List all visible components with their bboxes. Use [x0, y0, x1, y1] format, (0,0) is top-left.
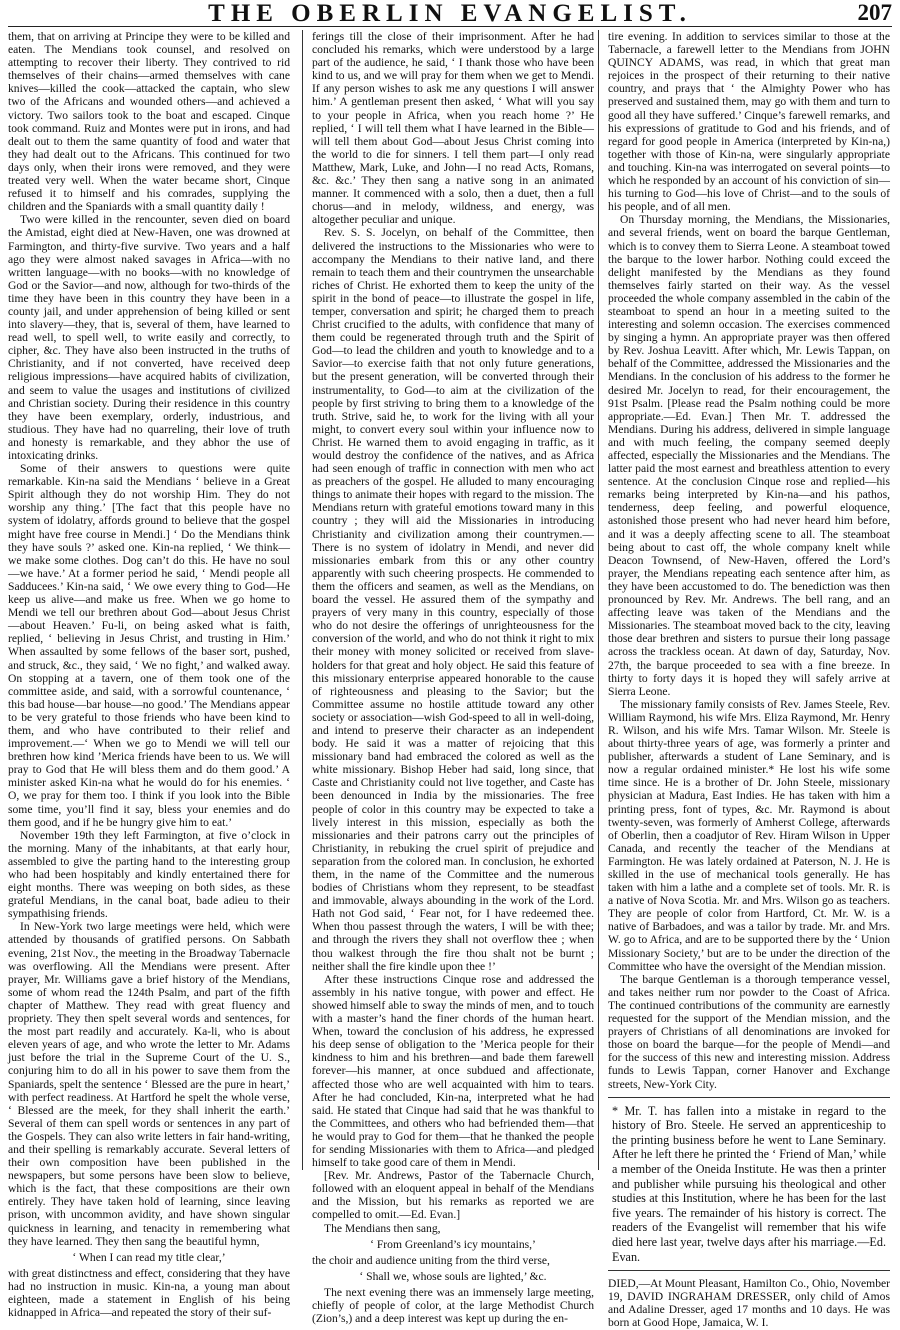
paragraph: In New-York two large meetings were held, which were attended by thousands of gratified persons. On Sabbath evening, 21st Nov., the meeting in the Broadway Tabernacle was overflowing. All the Mendians were present. After prayer, Mr. Williams gave a brief history of the Mendians, some of whom read the 124th Psalm, and part of the fifth chapter of Matthew. They read with great fluency and propriety. They then spelt several words and sentences, for the most part readily and accurately. Ka-li, who is about eleven years of age, and who wrote the letter to Mr. Adams just before the trial in the Supreme Court of the U. S., conjuring him to do all in his power to save them from the Spaniards, spelt the sentence ‘ Blessed are the pure in heart,’ with perfect readiness. At Hartford he spelt the whole verse, ‘ Blessed are the meek, for they shall inherit the earth.’ Several of them can spell words or sentences in any part of the Gospels. They can also write letters in fair hand-writing, and their spelling is remarkably accurate. Several letters of their own composition have been published in the newspapers, but some persons have been slow to believe, which is the fact, that these compositions are their own entirely. They have taken hold of learning, since leaving prison, with uncommon avidity, and have shown singular quickness in learning, and tenacity in remembering what they have learned. They then sang the beautiful hymn, — [8, 920, 290, 1248]
paragraph: them, that on arriving at Principe they were to be killed and eaten. The Mendians took counsel, and resolved on attempting to recover their liberty. They contrived to rid themselves of their chains—armed themselves with cane knives—killed the cook—attacked the captain, who slew two of the Africans and wounded others—and achieved a victory. Two sailors took to the boat and escaped. Cinque took command. Ruiz and Montes were put in irons, and had dealt out to them the same quantity of food and water that they had dealt out to the Africans. This continued for two days only, when their irons were removed, and they were treated very well. When the water became short, Cinque refused it to himself and his comrades, supplying the children and the Spaniards with a small quantity daily ! — [8, 30, 290, 214]
paragraph: Rev. S. S. Jocelyn, on behalf of the Committee, then delivered the instructions to the Missionaries who were to accompany the Mendians to their native land, and there remain to teach them and their countrymen the unsearchable riches of Christ. He exhorted them to keep the unity of the spirit in the bond of peace—to illustrate the gospel in life, temper, conversation and spirit; he charged them to preach Christ crucified to the adults, with confidence that many of them could be regenerated through truth and the Spirit of God—to lead the children and youth to knowledge and to a Savior—to exercise faith that not only future generations, but the present generation, will be converted through their instrumentality, to God—to aim at the civilization of the people by first striving to bring them to a knowledge of the truth. Strive, said he, to work for the living with all your might, to convert every soul within your influence now to Christ. He warned them to avoid engaging in traffic, as it would destroy the confidence of the natives, and as Africa had seen enough of traffic in connection with men who act as preachers of the gospel. He alluded to many encouraging things to animate their hopes with regard to the mission. The Mendians return with grateful emotions toward many in this country ; they will aid the Missionaries in introducing Christianity and civilization among their countrymen.—There is no system of idolatry in Mendi, and never did missionaries embark from this or any other country apparently with such cheering prospects. He commended to them the officers and seamen, as well as the Mendians, on board the vessel. He assured them of the sympathy and prayers of very many in this country, especially of those who do not desire the offerings of unrighteousness for the conversion of the world, and who do not think it right to mix their money with money solicited or received from slave-holders for that great and holy object. He said this feature of this missionary enterprise appeared honorable to the cause of righteousness and pleasing to the Savior; but the Committee assume no hostile attitude toward any other society or association—wish God-speed to all in well-doing, and intend to preserve their character as an independent body. He said it was a matter of rejoicing that this missionary band had embraced the colored as well as the white missionary. Bishop Heber had said, long since, that Caste and Christianity could not live together, and Caste has been denounced in India by the missionaries. The free people of color in this country may be expected to take a lively interest in this mission, especially as both the missionaries and their patrons carry out the principles of Christianity, in rebuking the cruel spirit of prejudice and separation from the colored man. In conclusion, he exhorted them, in the name of the Committee and the numerous bodies of Christians whom they represent, to be steadfast and immovable, always abounding in the work of the Lord. Hath not God said, ‘ Fear not, for I have redeemed thee. When thou passest through the waters, I will be with thee; and through the rivers they shall not overflow thee ; when thou walkest through the fire thou shalt not be burnt ; neither shall the fire kindle upon thee !’ — [312, 226, 594, 973]
paragraph: After these instructions Cinque rose and addressed the assembly in his native tongue, with power and effect. He showed himself able to sway the minds of men, and to touch with a master’s hand the finer chords of the human heart. When, toward the conclusion of his address, he expressed his deep sense of obligation to the ’Merica people for their kindness to him and his brethren—and bade them farewell forever—his manner, at once subdued and affectionate, affected those who are well acquainted with him to tears. After he had concluded, Kin-na, interpreted what he had said. He stated that Cinque had said that he was thankful to the Committees, and others who had befriended them—that he would pray to God for them—that he thanked the people for sending Missionaries with them to Africa—and pledged himself to take good care of them in Mendi. — [312, 972, 594, 1170]
footnote: * Mr. T. has fallen into a mistake in regard to the history of Bro. Steele. He served an apprenticeship to the printing business before he went to Lane Seminary. After he left there he printed the ‘ Friend of Man,’ while a member of the Oneida Institute. He was then a printer and publisher while pursuing his theological and other studies at this Institution, where he has been for the last five years. The remainder of his history is correct. The readers of the Evangelist will remember that his wife died here last year, twelve days after his marriage.—Ed. Evan. — [612, 1103, 886, 1264]
paragraph: tire evening. In addition to services similar to those at the Tabernacle, a farewell letter to the Mendians from JOHN QUINCY ADAMS, was read, in which that great man rejoices in the prospect of their returning to their native country, and prays that ‘ the Almighty Power who has preserved and sustained them, may go with them and turn to good all they have suffered.’ Cinque’s farewell remarks, and his expressions of gratitude to God and his friends, and of regard for good people in America (interpreted by Kin-na,) together with those of Kin-na, were singularly appropriate and touching. Kin-na was interrogated on several points—to which he responded by an account of his conviction of sin—his turning to God—his love of Christ—and to the souls of his people, and of all men. — [608, 30, 890, 214]
page-number: 207 — [857, 0, 892, 25]
column-rule — [302, 30, 303, 1170]
paragraph: [Rev. Mr. Andrews, Pastor of the Tabernacle Church, followed with an eloquent appeal in behalf of the Mendians and the Mission, but his remarks as reported we are compelled to omit.—Ed. Evan.] — [312, 1169, 594, 1222]
column-3 — [608, 30, 890, 1330]
paragraph: On Thursday morning, the Mendians, the Missionaries, and several friends, went on board the barque Gentleman, which is to convey them to Sierra Leone. A steamboat towed the barque to the lower harbor. Nothing could exceed the delight manifested by the Mendians as they found themselves fairly started on their way. As the vessel proceeded the whole company assembled in the cabin of the steamboat to spend an hour in a meeting suited to the interesting and solemn occasion. The exercises commenced by singing a hymn. An appropriate prayer was then offered by Rev. Joshua Leavitt. After which, Mr. Lewis Tappan, on behalf of the Committee, addressed the Missionaries and the Mendians. In the conclusion of his address to the former he desired Mr. Jocelyn to read, for their encouragement, the 91st Psalm. [Please read the Psalm nothing could be more appropriate.—Ed. Evan.] Then Mr. T. addressed the Mendians. During his address, delivered in simple language and with much feeling, the company seemed deeply affected, especially the Missionaries and the Mendians. The latter paid the most earnest and breathless attention to every sentence. At the conclusion Cinque rose and replied—his remarks being interpreted by Kin-na—and his pathos, tenderness, deep feeling, and powerful eloquence, astonished those present who had never heard him before, and it was a deeply affecting scene to all. The steamboat being about to cast off, the whole company knelt while Deacon Townsend, of New-Haven, offered the Lord’s prayer, the Mendians repeating each sentence after him, as they have been accustomed to do. The benediction was then pronounced by Rev. Mr. Andrews. The bell rang, and an affecting leave was taken of the Mendians and the Missionaries. The steamboat moved back to the city, leaving those dear brethren and sisters to pursue their long passage across the trackless ocean. At dawn of day, Saturday, Nov. 27th, the barque proceeded to sea with a fine breeze. In thirty to forty days it is hoped they will safely arrive at Sierra Leone. — [608, 213, 890, 698]
paragraph: The barque Gentleman is a thorough temperance vessel, and takes neither rum nor powder to the Coast of Africa. The continued contributions of the community are earnestly requested for the support of the Mendian mission, and the prayers of Christians of all denominations are invoked for those on board the barque—for the people of Mendi—and for the success of this new and interesting mission. Address funds to Lewis Tappan, corner Hanover and Exchange streets, New-York City. — [608, 972, 890, 1091]
obituary-notice: DIED,—At Mount Pleasant, Hamilton Co., Ohio, November 19, DAVID INGRAHAM DRESSER, only child of Amos and Adaline Dresser, aged 17 months and 10 days. He was born at Good Hope, Jamaica, W. I. — [608, 1277, 890, 1330]
column-2 — [312, 30, 594, 1326]
page-header — [8, 0, 892, 27]
paragraph: the choir and audience uniting from the third verse, — [312, 1253, 550, 1267]
column-rule — [598, 30, 599, 1170]
section-divider — [608, 1097, 890, 1098]
paragraph: Two were killed in the rencounter, seven died on board the Amistad, eight died at New-Haven, one was drowned at Farmington, and thirty-five survive. Two years and a half ago they were almost naked savages in Africa—with no written language—with no books—with no knowledge of God or the Savior—and now, although for two-thirds of the time they have been in this country they have been in a county jail, and under apprehension of being killed or sent into slavery—they, that is, several of them, have learned to read well, to spell well, to write easily and correctly, to cipher, &c. They have also been instructed in the truths of Christianity, and if not converted, have received deep religious impressions—have acquired habits of civilization, and seem to value the usages and institutions of civilized and Christian society. During their residence in this country they have been exemplary, orderly, industrious, and studious. They have had no quarreling, their love of truth and honesty is remarkable, and they abhor the use of intoxicating drinks. — [8, 213, 290, 462]
paragraph: ferings till the close of their imprisonment. After he had concluded his remarks, which were understood by a large part of the audience, he said, ‘ I thank those who have been kind to us, and we will pray for them when we get to Mendi. If any person wishes to ask me any questions I will answer him.’ A gentleman present then asked, ‘ What will you say to your people in Africa, when you reach home ?’ He replied, ‘ I will tell them what I have learned in the Bible—will tell them about God—about Jesus Christ coming into the world to die for sinners. I tell them part—I only read Matthew, Mark, Luke, and John—I no read Acts, Romans, &c. &c.’ They then sang a native song in an animated manner. It commenced with a solo, then a duet, then a full chorus—and in melody, wildness, and energy, was altogether peculiar and unique. — [312, 30, 594, 227]
paragraph: The Mendians then sang, — [324, 1221, 441, 1235]
hymn-line: ‘ From Greenland’s icy mountains,’ — [370, 1237, 536, 1251]
paragraph: November 19th they left Farmington, at five o’clock in the morning. Many of the inhabitants, at that early hour, assembled to give the parting hand to the interesting group who had been hospitably and kindly entertained there for eight months. There was weeping on both sides, as these grateful Mendians, in the canal boat, bade adieu to their sympathising friends. — [8, 828, 290, 921]
paragraph: The next evening there was an immensely large meeting, chiefly of people of color, at the large Methodist Church (Zion’s,) and a deep interest was kept up during the en- — [312, 1285, 594, 1326]
section-divider — [608, 1270, 890, 1271]
paragraph: with great distinctness and effect, considering that they have had no instruction in music. Kin-na, a young man about eighteen, made a statement in English of his being kidnapped in Africa—and repeated the story of their suf- — [8, 1266, 290, 1320]
paragraph: Some of their answers to questions were quite remarkable. Kin-na said the Mendians ‘ believe in a Great Spirit although they do not worship Him. They do not worship any thing.’ [The fact that this people have no system of idolatry, affords ground to believe that the gospel might have free course in Mendi.] ‘ Do the Mendians think they have souls ?’ asked one. Kin-na replied, ‘ We think—we make some clothes. Dog can’t do this. He have no soul—we have.’ At a former period he said, ‘ Mendi people all Sadducees.’ Kin-na said, ‘ We owe every thing to God—He keep us alive—and make us free. When we go home to Mendi we tell our brethren about God—about Jesus Christ—about Heaven.’ Fu-li, on being asked what is faith, replied, ‘ believing in Jesus Christ, and trusting in Him.’ When assaulted by some fellows of the baser sort, pushed, and struck, &c., they said, ‘ We no fight,’ and walked away. On stopping at a tavern, one of them took one of the committee aside, and said, with a sorrowful countenance, ‘ this bad house—bar house—no good.’ The Mendians appear to be very grateful to those friends who have been kind to them, and who have contributed to their relief and improvement.—‘ When we go to Mendi we will tell our brethren how kind ’Merica friends have been to us. We will pray to God that He will bless them and do them good.’ A minister asked Kin-na what he would do for his enemies. ‘ O, we pray for them too. I think if you look into the Bible some time, you’ll find it say, bless your enemies and do them good, and if he be hungry give him to eat.’ — [8, 462, 290, 829]
hymn-line: ‘ When I can read my title clear,’ — [72, 1250, 226, 1264]
hymn-line: ‘ Shall we, whose souls are lighted,’ &c. — [359, 1269, 547, 1283]
paragraph: The missionary family consists of Rev. James Steele, Rev. William Raymond, his wife Mrs. Eliza Raymond, Mr. Henry R. Wilson, and his wife Mrs. Tamar Wilson. Mr. Steele is about thirty-three years of age, was formerly a printer and publisher, afterwards a student of Lane Seminary, and is now a regular ordained minister.* He lost his wife some time since. He is a brother of Dr. John Steele, missionary physician at Madura, East Indies. He has taken with him a printing press, font of types, &c. Mr. Raymond is about twenty-seven, was formerly of Amherst College, afterwards of Oberlin, then a coadjutor of Rev. Hiram Wilson in Upper Canada, and recently the teacher of the Mendians at Farmington. He was lately ordained at Paterson, N. J. He is skilled in the use of mechanical tools generally. He has taken with him a lathe and a complete set of tools. Mr. R. is a native of Nova Scotia. Mr. and Mrs. Wilson go as teachers. They are people of color from Hartford, Ct. Mr. W. is a native of Barbadoes, and was a tailor by trade. Mr. and Mrs. W. go to Africa, and are to be supported there by the ‘ Union Missionary Society,’ but are to be under the direction of the Committee who have the oversight of the Mendian mission. — [608, 697, 890, 973]
newspaper-title: THE OBERLIN EVANGELIST. — [208, 0, 692, 27]
column-1 — [8, 30, 290, 1320]
